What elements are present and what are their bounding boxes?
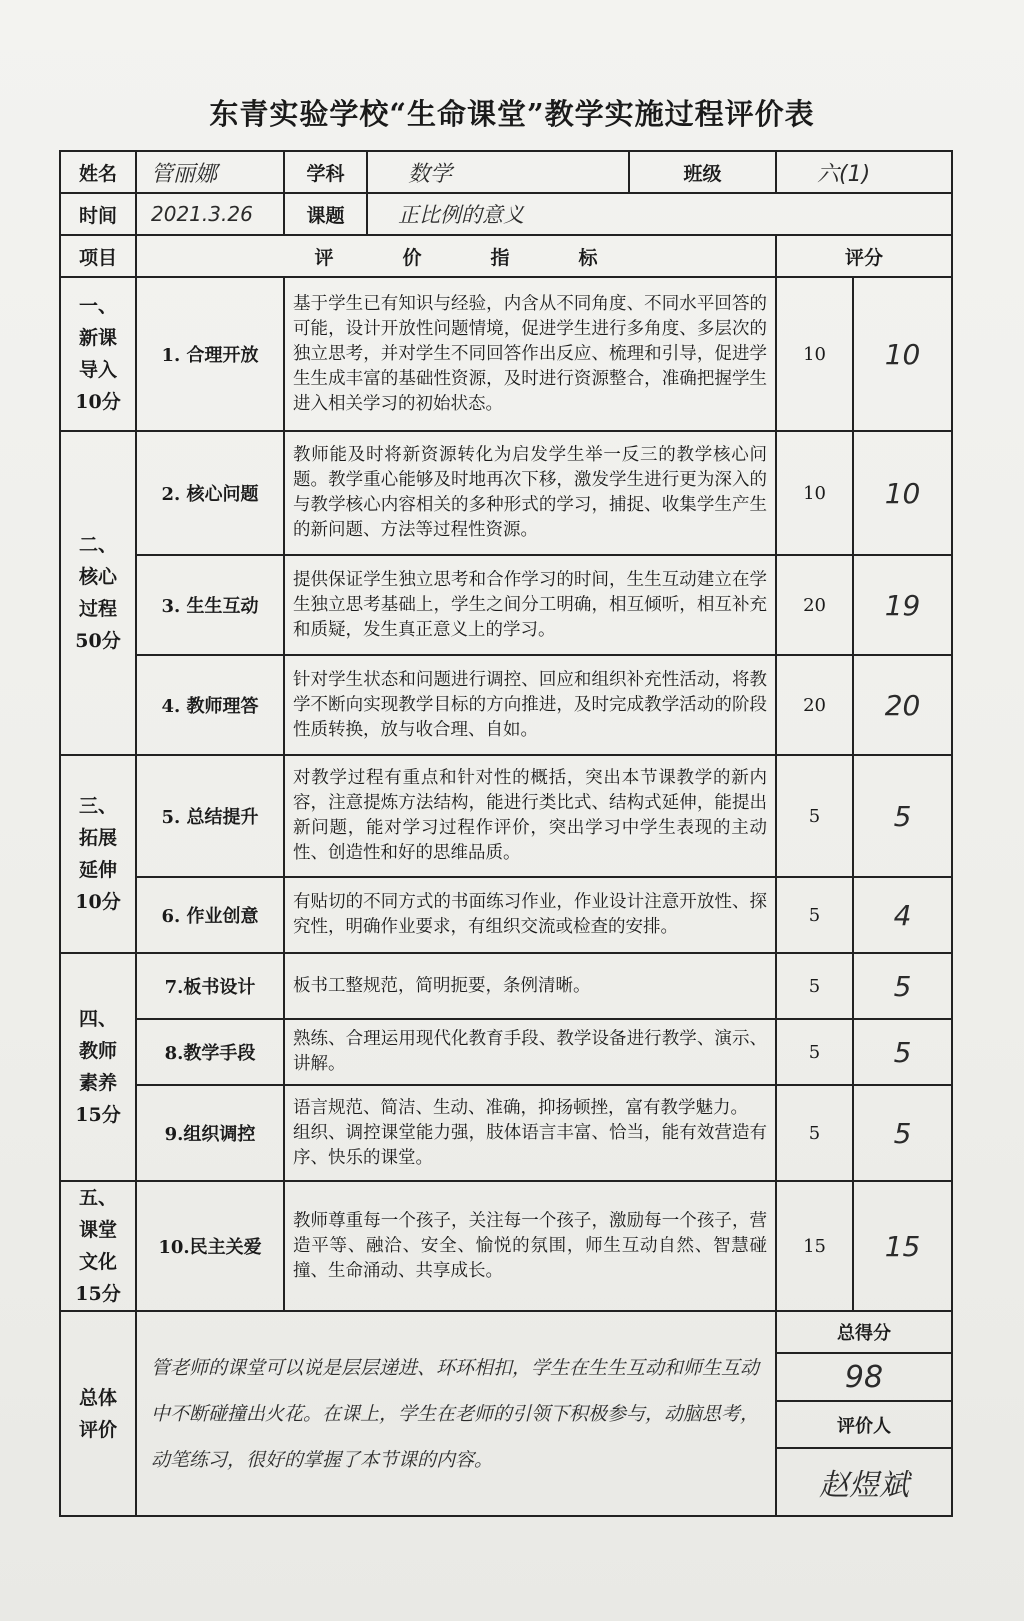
section-title-line: 三、 [78,795,117,817]
subject-label: 学科 [284,151,367,193]
section-title-line: 素养 [78,1072,117,1094]
criteria-row [60,277,952,431]
criterion-description [284,953,776,1019]
overall-label [60,1311,136,1516]
overall-evaluation-row [60,1311,952,1516]
criterion-name: 1. 合理开放 [136,277,284,431]
criterion-description [284,755,776,877]
section-title-line: 二、 [78,534,117,556]
total-and-evaluator-grid [777,1312,951,1515]
document-title: 东青实验学校“生命课堂”教学实施过程评价表 [209,97,815,131]
criterion-full-score: 5 [776,953,853,1019]
section-title-line: 10分 [75,391,121,413]
time-value: 2021.3.26 [136,193,284,235]
criterion-full-score: 5 [776,1019,853,1085]
criterion-full-score: 5 [776,755,853,877]
criterion-full-score: 15 [776,1181,853,1311]
header-row-1 [60,151,952,193]
criterion-full-score: 20 [776,555,853,655]
criterion-awarded-score: 4 [853,877,952,953]
criterion-awarded-score: 10 [853,431,952,555]
section-title-line: 核心 [78,566,117,588]
criterion-description [284,555,776,655]
criterion-paragraph: 教师能及时将新资源转化为启发学生举一反三的教学核心问题。教学重心能够及时地再次下移，激发学生进行更为深入的与教学核心内容相关的多种形式的学习，捕捉、收集学生产生的新问题、方法等过程性资源。 [293,445,768,540]
criteria-row [60,953,952,1019]
criterion-awarded-score: 5 [853,1085,952,1181]
criteria-row [60,1181,952,1311]
criteria-row [60,555,952,655]
criterion-name: 4. 教师理答 [136,655,284,755]
criteria-row [60,1019,952,1085]
overall-label-line: 总体 [78,1386,117,1409]
criterion-full-score: 5 [776,1085,853,1181]
column-header-row [60,235,952,277]
criterion-name: 10.民主关爱 [136,1181,284,1311]
section-title [60,755,136,953]
criteria-row [60,877,952,953]
criterion-description [284,655,776,755]
criterion-name: 6. 作业创意 [136,877,284,953]
overall-comment: 管老师的课堂可以说是层层递进、环环相扣，学生在生生互动和师生互动中不断碰撞出火花。在课上，学生在老师的引领下积极参与，动脑思考，动笔练习，很好的掌握了本节课的内容。 [136,1311,776,1516]
section-title-line: 导入 [78,359,117,381]
section-title-line: 10分 [75,891,121,913]
criterion-awarded-score: 5 [853,953,952,1019]
evaluator-signature: 赵煜斌 [777,1448,951,1515]
total-score-value: 98 [777,1353,951,1401]
criterion-name: 3. 生生互动 [136,555,284,655]
criteria-row [60,431,952,555]
section-title-line: 延伸 [78,859,117,881]
section-title [60,953,136,1181]
criteria-row [60,755,952,877]
subject-value: 数学 [367,151,629,193]
name-value: 管丽娜 [136,151,284,193]
section-title-line: 课堂 [78,1219,117,1241]
section-title-line: 五、 [78,1187,117,1209]
indicator-char: 标 [578,246,598,269]
criterion-paragraph: 熟练、合理运用现代化教育手段、教学设备进行教学、演示、讲解。 [293,1029,768,1074]
criteria-row [60,655,952,755]
overall-label-line: 评价 [78,1418,117,1441]
indicator-char: 指 [490,246,510,269]
criterion-description [284,1085,776,1181]
class-label: 班级 [629,151,776,193]
criterion-name: 5. 总结提升 [136,755,284,877]
section-title-line: 文化 [78,1251,117,1273]
section-title-line: 过程 [78,598,117,620]
total-and-evaluator-cell [776,1311,952,1516]
section-title-line: 教师 [78,1040,117,1062]
topic-value: 正比例的意义 [367,193,952,235]
criterion-description [284,877,776,953]
section-title-line: 50分 [75,630,121,652]
criterion-paragraph: 基于学生已有知识与经验，内含从不同角度、不同水平回答的可能，设计开放性问题情境，促进学生进行多角度、多层次的独立思考，并对学生不同回答作出反应、梳理和引导，促进学生生成丰富的基础性资源，及时进行资源整合，准确把握学生进入相关学习的初始状态。 [293,293,768,414]
header-row-2 [60,193,952,235]
topic-label: 课题 [284,193,367,235]
criterion-paragraph: 组织、调控课堂能力强，肢体语言丰富、恰当，能有效营造有序、快乐的课堂。 [293,1122,768,1168]
evaluation-form-table [59,150,953,1517]
criterion-paragraph: 提供保证学生独立思考和合作学习的时间，生生互动建立在学生独立思考基础上，学生之间分工明确，相互倾听，相互补充和质疑，发生真正意义上的学习。 [293,569,768,640]
criterion-paragraph: 针对学生状态和问题进行调控、回应和组织补充性活动，将教学不断向实现教学目标的方向推进，及时完成教学活动的阶段性质转换，放与收合理、自如。 [293,669,768,740]
section-title [60,431,136,755]
project-column-header: 项目 [60,235,136,277]
criterion-full-score: 10 [776,431,853,555]
criterion-name: 8.教学手段 [136,1019,284,1085]
section-title-line: 新课 [78,327,117,349]
criteria-row [60,1085,952,1181]
indicator-char: 评 [314,246,334,269]
section-title-line: 15分 [75,1283,121,1305]
time-label: 时间 [60,193,136,235]
criterion-name: 7.板书设计 [136,953,284,1019]
criterion-paragraph: 板书工整规范，简明扼要，条例清晰。 [293,975,591,996]
indicator-char: 价 [402,246,422,269]
class-value: 六(1) [776,151,952,193]
criterion-paragraph: 有贴切的不同方式的书面练习作业，作业设计注意开放性、探究性，明确作业要求，有组织交流或检查的安排。 [293,892,768,937]
criterion-awarded-score: 10 [853,277,952,431]
criterion-description [284,1181,776,1311]
criterion-full-score: 10 [776,277,853,431]
criterion-name: 2. 核心问题 [136,431,284,555]
section-title-line: 四、 [78,1008,117,1030]
criterion-awarded-score: 20 [853,655,952,755]
criterion-description [284,1019,776,1085]
criterion-paragraph: 对教学过程有重点和针对性的概括，突出本节课教学的新内容，注意提炼方法结构，能进行类比式、结构式延伸，能提出新问题，能对学习过程作评价，突出学习中学生表现的主动性、创造性和好的思维品质。 [293,768,768,863]
name-label: 姓名 [60,151,136,193]
total-score-label: 总得分 [837,1323,892,1344]
criterion-awarded-score: 5 [853,755,952,877]
criterion-awarded-score: 5 [853,1019,952,1085]
score-column-header: 评分 [776,235,952,277]
section-title-line: 一、 [78,295,117,317]
criterion-description [284,431,776,555]
section-title [60,1181,136,1311]
criterion-awarded-score: 15 [853,1181,952,1311]
section-title-line: 拓展 [78,827,117,849]
indicator-column-header [136,235,776,277]
criterion-full-score: 5 [776,877,853,953]
criterion-description [284,277,776,431]
section-title [60,277,136,431]
section-title-line: 15分 [75,1104,121,1126]
criterion-full-score: 20 [776,655,853,755]
criterion-name: 9.组织调控 [136,1085,284,1181]
criterion-paragraph: 语言规范、简洁、生动、准确，抑扬顿挫，富有教学魅力。 [293,1097,748,1118]
criterion-paragraph: 教师尊重每一个孩子，关注每一个孩子，激励每一个孩子，营造平等、融洽、安全、愉悦的氛围，师生互动自然、智慧碰撞、生命涌动、共享成长。 [293,1210,768,1281]
criterion-awarded-score: 19 [853,555,952,655]
evaluator-label: 评价人 [777,1401,951,1448]
